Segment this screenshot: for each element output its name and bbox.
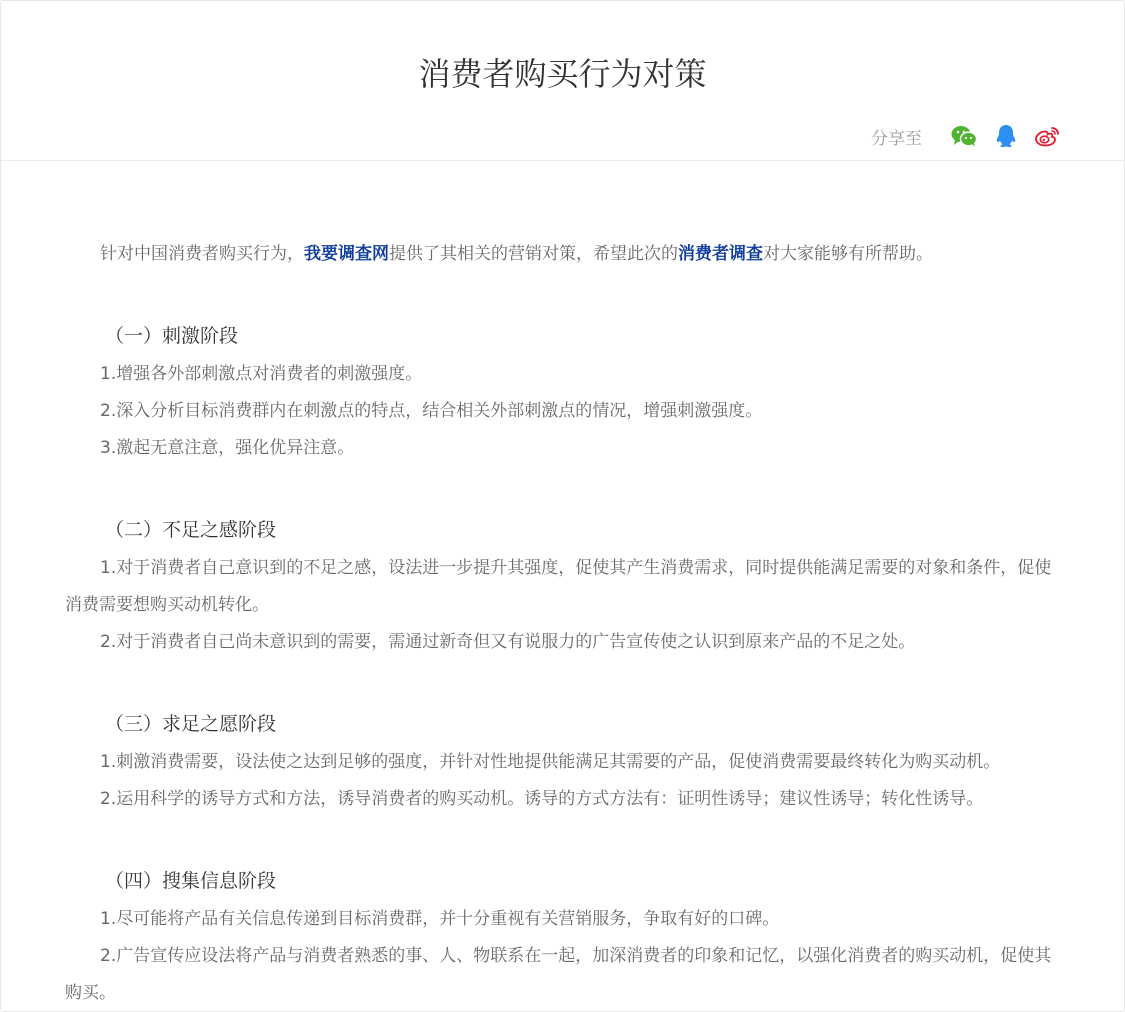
section-heading: （二）不足之感阶段 bbox=[105, 519, 277, 541]
intro-text-1: 针对中国消费者购买行为， bbox=[100, 244, 304, 264]
list-item: 2.广告宣传应设法将产品与消费者熟悉的事、人、物联系在一起，加深消费者的印象和记忆，以强化消费者的购买动机，促使其购买。 bbox=[65, 946, 1052, 1003]
article-body bbox=[65, 236, 1061, 1012]
survey-link[interactable]: 消费者调查 bbox=[678, 244, 763, 264]
site-link[interactable]: 我要调查网 bbox=[304, 244, 389, 264]
intro-text-3: 对大家能够有所帮助。 bbox=[763, 244, 933, 264]
page-title: 消费者购买行为对策 bbox=[418, 55, 707, 93]
section-heading: （一）刺激阶段 bbox=[105, 325, 239, 347]
list-item: 3.激起无意注意，强化优异注意。 bbox=[100, 438, 355, 458]
section-heading: （三）求足之愿阶段 bbox=[105, 713, 277, 735]
qq-icon[interactable] bbox=[992, 122, 1020, 150]
section-heading: （四）搜集信息阶段 bbox=[105, 870, 277, 892]
list-item: 2.运用科学的诱导方式和方法，诱导消费者的购买动机。诱导的方式方法有：证明性诱导；建议性诱导；转化性诱导。 bbox=[100, 789, 984, 809]
weibo-icon[interactable] bbox=[1034, 122, 1062, 150]
intro-text-2: 提供了其相关的营销对策，希望此次的 bbox=[389, 244, 678, 264]
list-item: 1.增强各外部刺激点对消费者的刺激强度。 bbox=[100, 364, 423, 384]
share-bar bbox=[871, 121, 1062, 151]
list-item: 1.尽可能将产品有关信息传递到目标消费群，并十分重视有关营销服务，争取有好的口碑。 bbox=[100, 909, 780, 929]
share-label: 分享至 bbox=[871, 128, 922, 149]
list-item: 1.刺激消费需要，设法使之达到足够的强度，并针对性地提供能满足其需要的产品，促使消费需要最终转化为购买动机。 bbox=[100, 752, 1001, 772]
intro-paragraph bbox=[65, 236, 1061, 273]
article-header bbox=[1, 1, 1124, 161]
list-item: 2.对于消费者自己尚未意识到的需要，需通过新奇但又有说服力的广告宣传使之认识到原来产品的不足之处。 bbox=[100, 632, 916, 652]
list-item: 2.深入分析目标消费群内在刺激点的特点，结合相关外部刺激点的情况，增强刺激强度。 bbox=[100, 401, 763, 421]
wechat-icon[interactable] bbox=[950, 122, 978, 150]
list-item: 1.对于消费者自己意识到的不足之感，设法进一步提升其强度，促使其产生消费需求，同时提供能满足需要的对象和条件，促使消费需要想购买动机转化。 bbox=[65, 558, 1052, 615]
